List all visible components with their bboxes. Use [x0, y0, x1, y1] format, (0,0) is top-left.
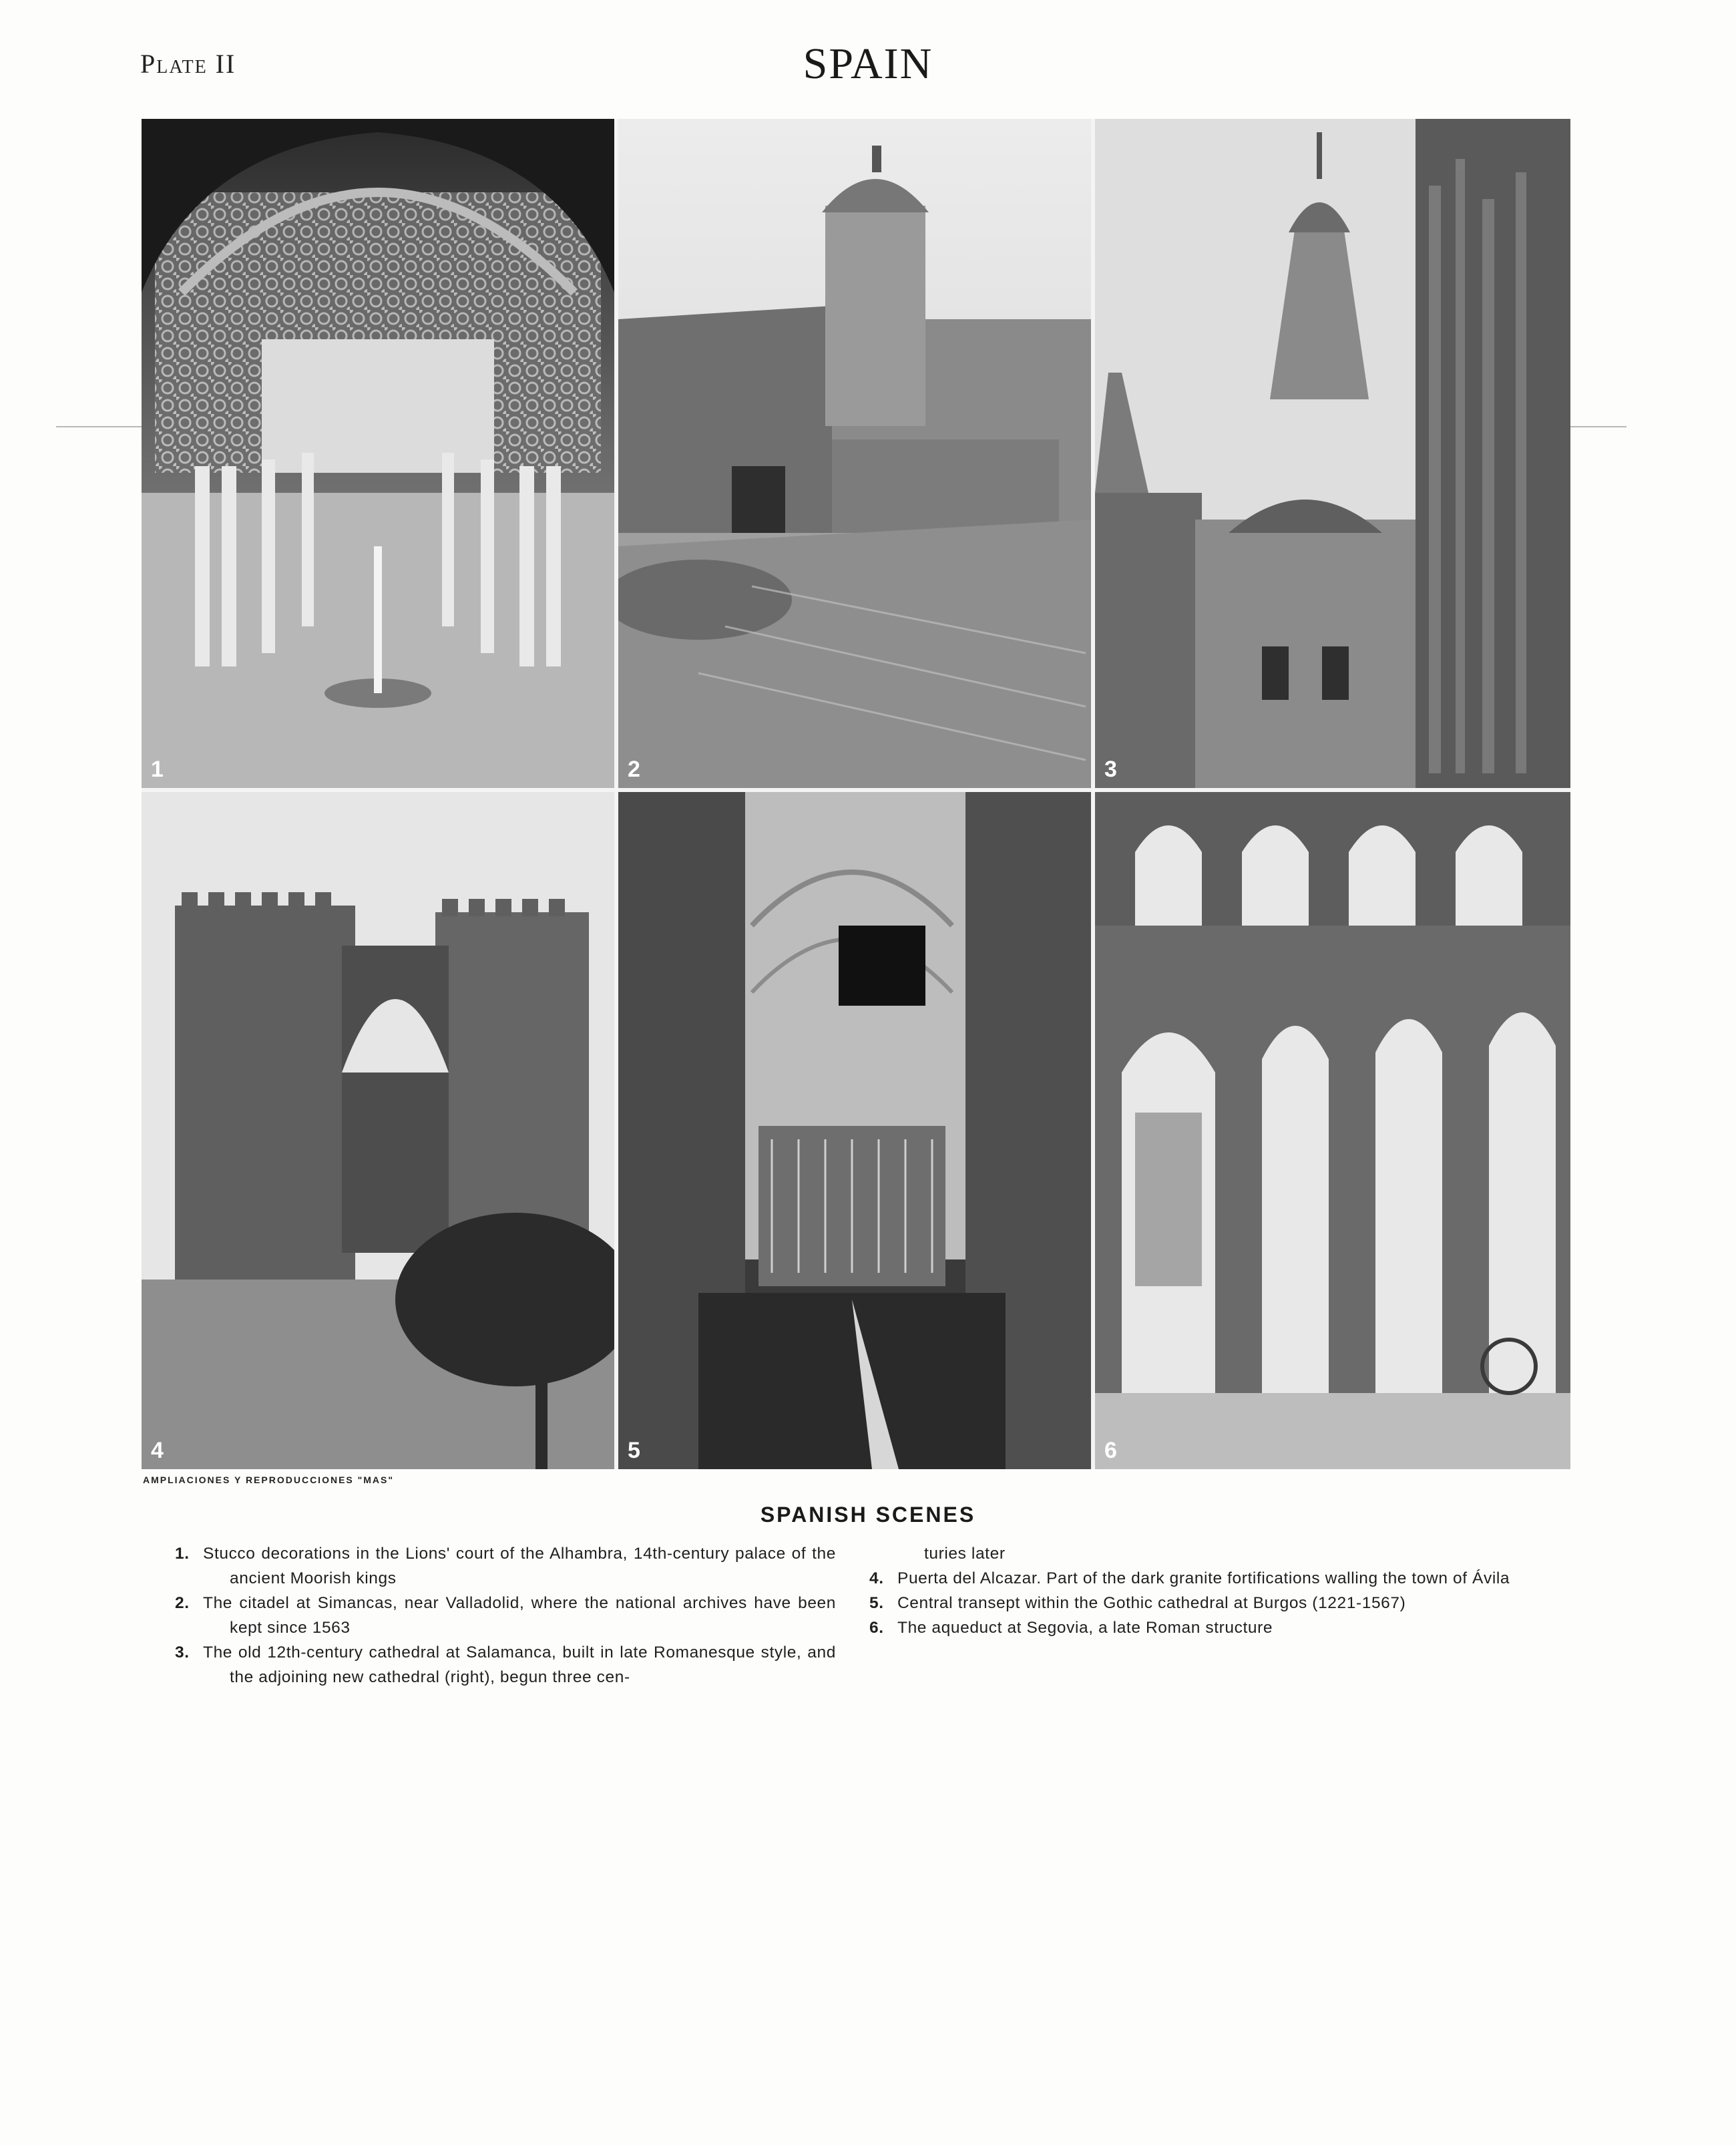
segovia-image [1095, 792, 1570, 1469]
photo-number: 4 [151, 1438, 164, 1463]
captions-right-column [869, 1541, 1530, 1640]
captions-left-column [175, 1541, 836, 1690]
caption-number: 5. [869, 1594, 884, 1612]
page-title: SPAIN [803, 39, 933, 88]
caption-item [869, 1566, 1530, 1591]
caption-text: The old 12th-century cathedral at Salamanca, built in late Romanesque style, and the adjoining new cathedral (right), begun three cen- [203, 1643, 836, 1686]
photo-5-burgos [618, 792, 1091, 1469]
photo-credit: AMPLIACIONES Y REPRODUCCIONES "MAS" [143, 1475, 395, 1485]
photo-number: 1 [151, 757, 164, 782]
caption-number: 4. [869, 1569, 884, 1587]
photo-3-salamanca [1095, 119, 1570, 788]
caption-number: 1. [175, 1545, 190, 1563]
salamanca-image [1095, 119, 1570, 788]
photo-1-alhambra [142, 119, 614, 788]
caption-text: Puerta del Alcazar. Part of the dark granite fortifications walling the town of Ávila [897, 1569, 1510, 1587]
caption-text: The aqueduct at Segovia, a late Roman structure [897, 1619, 1273, 1637]
photo-2-simancas [618, 119, 1091, 788]
plate-label: Plate II [140, 49, 236, 79]
caption-item [175, 1591, 836, 1640]
photo-6-segovia [1095, 792, 1570, 1469]
photo-number: 5 [628, 1438, 640, 1463]
photo-number: 2 [628, 757, 640, 782]
caption-title: SPANISH SCENES [760, 1503, 976, 1527]
alhambra-image [142, 119, 614, 788]
caption-text: Central transept within the Gothic cathedral at Burgos (1221-1567) [897, 1594, 1406, 1612]
photo-number: 6 [1104, 1438, 1117, 1463]
caption-item [869, 1615, 1530, 1640]
simancas-image [618, 119, 1091, 788]
photo-4-avila [142, 792, 614, 1469]
caption-number: 3. [175, 1643, 190, 1662]
caption-text: The citadel at Simancas, near Valladolid, where the national archives have been kept since 1563 [203, 1594, 836, 1637]
caption-item [869, 1591, 1530, 1615]
caption-continuation: turies later [924, 1545, 1006, 1563]
caption-number: 6. [869, 1619, 884, 1637]
caption-number: 2. [175, 1594, 190, 1612]
caption-item [175, 1541, 836, 1591]
caption-item [175, 1640, 836, 1690]
caption-text: Stucco decorations in the Lions' court of the Alhambra, 14th-century palace of the ancient Moorish kings [203, 1545, 836, 1587]
avila-image [142, 792, 614, 1469]
photo-number: 3 [1104, 757, 1117, 782]
photo-plate [142, 119, 1570, 1469]
burgos-image [618, 792, 1091, 1469]
